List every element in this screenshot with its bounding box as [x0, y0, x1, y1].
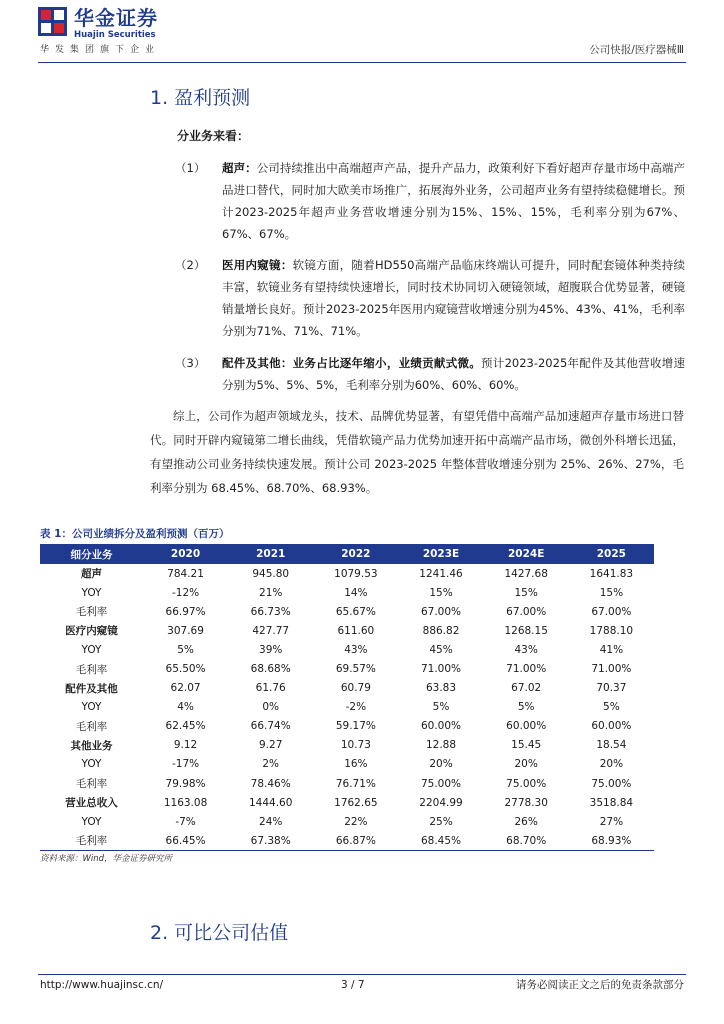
row-label: 毛利率: [75, 606, 108, 619]
table-cell: 2204.99: [419, 796, 463, 809]
table-cell: 15%: [599, 586, 624, 599]
table-cell: 60.00%: [420, 720, 462, 733]
table-row: [40, 812, 654, 831]
table-cell: 0%: [262, 701, 280, 714]
table-cell: -12%: [171, 586, 200, 599]
table-cell: 39%: [259, 643, 283, 656]
row-label: YOY: [81, 758, 102, 771]
table-cell: 5%: [432, 701, 450, 714]
row-label: YOY: [81, 815, 102, 828]
table-caption: 表 1：公司业绩拆分及盈利预测（百万）: [40, 528, 230, 540]
table-cell: 61.76: [255, 682, 286, 695]
table-cell: 27%: [599, 815, 624, 828]
column-header: 2022: [313, 544, 398, 564]
item-heading: 超声：: [222, 161, 257, 175]
table-cell: 16%: [344, 758, 368, 771]
row-label: YOY: [81, 586, 102, 599]
table-row: [40, 621, 654, 640]
table-cell: 71.00%: [506, 663, 547, 676]
table-cell: 67.00%: [420, 605, 462, 618]
footer-disclaimer: 请务必阅读正文之后的免责条款部分: [516, 979, 684, 991]
table-cell: 20%: [599, 758, 624, 771]
item-heading: 配件及其他：业务占比逐年缩小，业绩贡献式微。: [222, 356, 482, 370]
table-cell: 66.73%: [250, 605, 291, 618]
segment-item-endoscope: [175, 254, 685, 342]
table-cell: 886.82: [422, 624, 460, 637]
row-label: 其他业务: [70, 739, 113, 752]
column-header: 细分业务: [40, 544, 143, 564]
table-cell: 75.00%: [591, 777, 632, 790]
table-header-row: [40, 544, 654, 564]
row-label: 超声: [80, 568, 102, 581]
table-cell: 62.07: [170, 682, 201, 695]
table-cell: 68.70%: [484, 831, 569, 851]
table-cell: 68.68%: [250, 663, 291, 676]
logo-wordmark-en: Huajin Securities: [74, 30, 156, 40]
table-cell: 20%: [429, 758, 453, 771]
table-cell: 62.45%: [165, 720, 206, 733]
table-cell: 9.27: [259, 739, 283, 752]
table-cell: 15%: [429, 586, 453, 599]
column-header: 2020: [143, 544, 228, 564]
table-row: [40, 564, 654, 583]
row-label: 毛利率: [75, 663, 108, 676]
table-cell: 1762.65: [334, 796, 378, 809]
table-cell: 43%: [344, 643, 368, 656]
table-cell: 2778.30: [504, 796, 548, 809]
table-row: [40, 717, 654, 736]
column-header: 2023E: [398, 544, 483, 564]
table-cell: 70.37: [596, 682, 627, 695]
page-number: 3 / 7: [341, 979, 365, 991]
table-cell: 427.77: [252, 624, 290, 637]
item-text: 预计2023-2025年配件及其他营收增速分别为5%、5%、5%，毛利率分别为60%、60%、60%。: [222, 356, 685, 392]
table-cell: 1241.46: [419, 567, 463, 580]
table-cell: 75.00%: [506, 777, 547, 790]
table-cell: 611.60: [337, 624, 375, 637]
table-cell: 1444.60: [248, 796, 293, 809]
logo-wordmark-cn: 华金证券: [74, 6, 158, 30]
segment-item-ultrasound: [175, 157, 685, 245]
table-cell: -2%: [345, 701, 367, 714]
table-cell: 65.67%: [335, 605, 376, 618]
table-row: [40, 679, 654, 698]
table-cell: 784.21: [167, 567, 204, 580]
table-cell: 26%: [514, 815, 538, 828]
section-title-valuation: 2. 可比公司估值: [150, 922, 289, 944]
table-cell: 43%: [514, 643, 538, 656]
table-row: [40, 774, 654, 793]
table-cell: 63.83: [425, 682, 457, 695]
table-cell: 1427.68: [504, 567, 548, 580]
table-cell: -7%: [175, 815, 196, 828]
item-text: 软镜方面，随着HD550高端产品临床终端认可提升，同时配套镜体种类持续丰富，软镜业务有望持续快速增长，同时技术协同切入硬镜领域，超腹联合优势显著，硬镜销量增长良好。预计2023-2025年医用内窥镜营收增速分别为45%、43%、41%，毛利率分别为71%、71%、71%。: [222, 258, 685, 338]
report-tag: 公司快报/医疗器械Ⅲ: [589, 44, 684, 56]
table-cell: 45%: [429, 643, 453, 656]
table-row: [40, 640, 654, 659]
table-cell: 66.87%: [313, 831, 398, 851]
table-cell: 5%: [603, 701, 620, 714]
summary-paragraph: 综上，公司作为超声领域龙头，技术、品牌优势显著，有望凭借中高端产品加速超声存量市场进口替代。同时开辟内窥镜第二增长曲线，凭借软镜产品力优势加速开拓中高端产品市场，微创外科增长迅猛，有望推动公司业务持续快速发展。预计公司 2023-2025 年整体营收增速分别为 25%、26%、27%，毛利率分别为 68.45%、68.70%、68.93%。: [150, 409, 684, 495]
table-cell: 78.46%: [250, 777, 291, 790]
table-cell: 71.00%: [420, 663, 462, 676]
table-cell: 12.88: [425, 739, 457, 752]
table-row: [40, 755, 654, 774]
table-cell: 68.93%: [569, 831, 654, 851]
row-label: YOY: [81, 701, 102, 714]
section-title-forecast: 1. 盈利预测: [150, 87, 251, 109]
table-cell: 5%: [517, 701, 535, 714]
table-cell: 1788.10: [589, 624, 634, 637]
table-cell: 25%: [429, 815, 453, 828]
table-row: [40, 831, 654, 851]
table-cell: 59.17%: [335, 720, 376, 733]
item-number: （2）: [175, 258, 206, 272]
item-number: （1）: [175, 161, 206, 175]
table-cell: 79.98%: [165, 777, 206, 790]
table-cell: 76.71%: [335, 777, 376, 790]
column-header: 2021: [228, 544, 313, 564]
table-row: [40, 698, 654, 717]
row-label: YOY: [81, 643, 102, 656]
table-cell: 5%: [177, 643, 194, 656]
table-cell: 307.69: [167, 624, 204, 637]
row-label: 毛利率: [40, 831, 143, 851]
row-label: 配件及其他: [65, 682, 118, 695]
table-cell: 66.74%: [250, 720, 291, 733]
table-cell: 1079.53: [334, 567, 378, 580]
table-cell: -17%: [171, 758, 200, 771]
column-header: 2024E: [484, 544, 569, 564]
table-source: 资料来源：Wind，华金证券研究所: [40, 854, 173, 864]
table-cell: 945.80: [252, 567, 290, 580]
table-row: [40, 736, 654, 755]
header-divider: [38, 62, 686, 63]
item-number: （3）: [175, 356, 206, 370]
table-cell: 1163.08: [163, 796, 208, 809]
table-cell: 20%: [514, 758, 538, 771]
table-cell: 67.00%: [506, 605, 547, 618]
table-cell: 22%: [344, 815, 368, 828]
table-cell: 60.00%: [506, 720, 547, 733]
table-cell: 71.00%: [591, 663, 632, 676]
table-cell: 66.97%: [165, 605, 206, 618]
footer-website-link[interactable]: http://www.huajinsc.cn/: [40, 979, 164, 991]
table-cell: 75.00%: [420, 777, 462, 790]
table-row: [40, 583, 654, 602]
row-label: 毛利率: [75, 778, 108, 791]
table-cell: 60.00%: [591, 720, 632, 733]
table-cell: 9.12: [173, 739, 198, 752]
table-cell: 67.02: [511, 682, 542, 695]
table-cell: 1641.83: [589, 567, 634, 580]
segment-lead: 分业务来看：: [177, 129, 250, 143]
table-cell: 2%: [262, 758, 280, 771]
table-cell: 69.57%: [335, 663, 376, 676]
row-label: 毛利率: [75, 720, 108, 733]
table-cell: 14%: [344, 586, 368, 599]
table-cell: 60.79: [340, 682, 371, 695]
table-cell: 67.00%: [591, 605, 632, 618]
table-cell: 3518.84: [589, 796, 634, 809]
segment-item-accessories: [175, 352, 685, 396]
table-row: [40, 659, 654, 678]
row-label: 医疗内窥镜: [65, 625, 118, 638]
table-cell: 41%: [599, 643, 624, 656]
table-row: [40, 602, 654, 621]
footer-divider: [38, 974, 686, 975]
forecast-table: [40, 544, 654, 851]
table-cell: 66.45%: [143, 831, 228, 851]
table-row: [40, 793, 654, 812]
item-text: 公司持续推出中高端超声产品，提升产品力，政策利好下看好超声存量市场中高端产品进口替代，同时加大欧美市场推广，拓展海外业务，公司超声业务有望持续稳健增长。预计2023-2025年超声业务营收增速分别为15%、15%、15%，毛利率分别为67%、67%、67%。: [222, 161, 685, 241]
table-cell: 21%: [259, 586, 283, 599]
table-cell: 65.50%: [165, 663, 206, 676]
table-cell: 18.54: [596, 739, 627, 752]
column-header: 2025: [569, 544, 654, 564]
table-cell: 15.45: [511, 739, 542, 752]
table-cell: 1268.15: [504, 624, 548, 637]
table-cell: 68.45%: [398, 831, 483, 851]
table-cell: 24%: [259, 815, 283, 828]
row-label: 营业总收入: [65, 797, 118, 810]
table-cell: 10.73: [340, 739, 371, 752]
table-cell: 15%: [514, 586, 538, 599]
table-cell: 67.38%: [228, 831, 313, 851]
item-heading: 医用内窥镜：: [222, 258, 293, 272]
slogan: 华发集团旗下企业: [40, 45, 161, 55]
table-cell: 4%: [177, 701, 194, 714]
huajin-logo-icon: [38, 7, 67, 36]
